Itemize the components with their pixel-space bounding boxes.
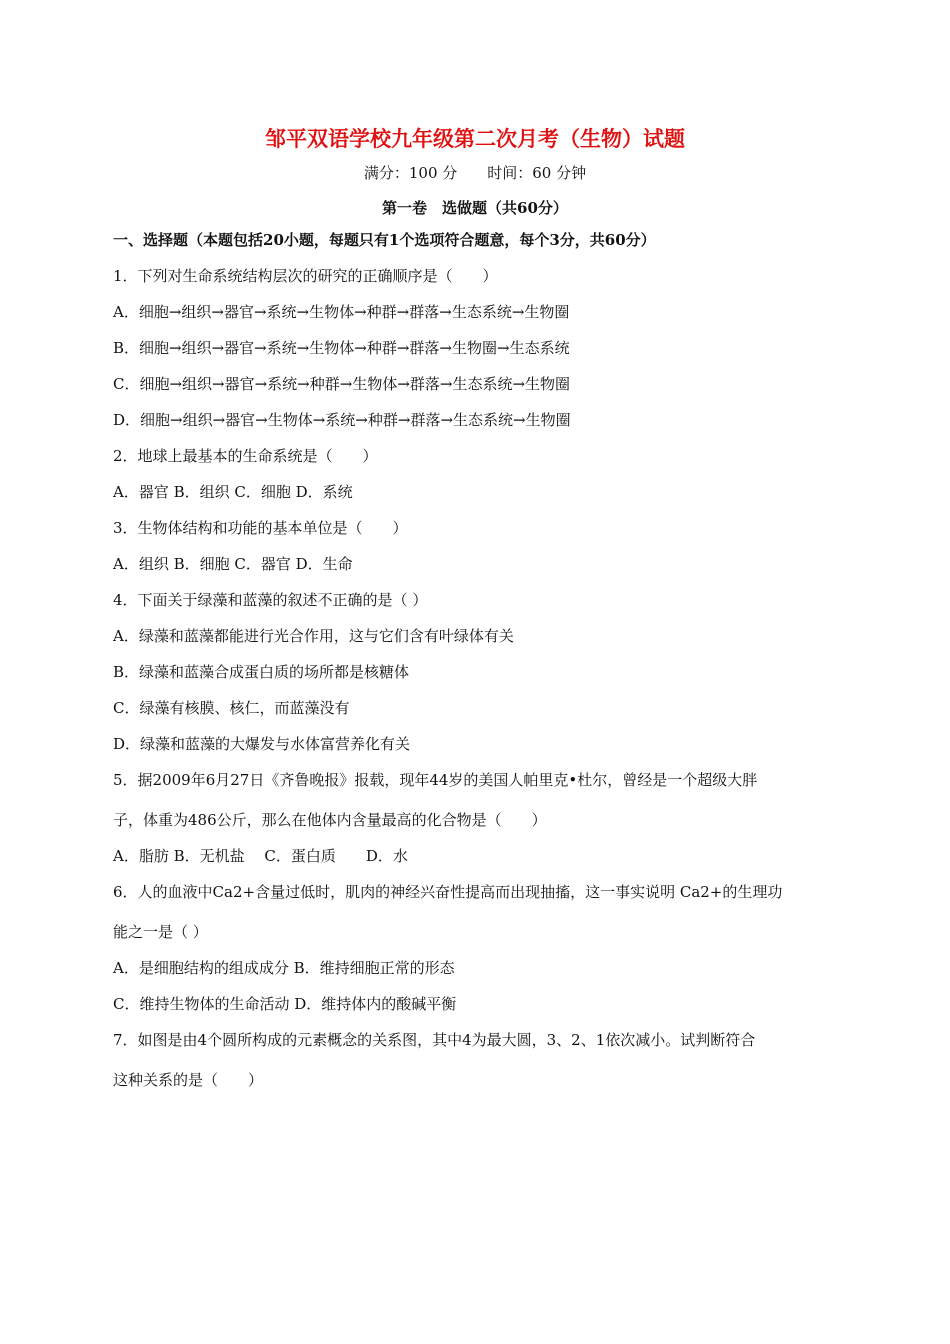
option: B．绿藻和蓝藻合成蛋白质的场所都是核糖体 bbox=[113, 663, 410, 681]
option: A．绿藻和蓝藻都能进行光合作用，这与它们含有叶绿体有关 bbox=[113, 627, 514, 645]
option: C．维持生物体的生命活动 D．维持体内的酸碱平衡 bbox=[113, 995, 457, 1013]
option: A．器官 B．组织 C．细胞 D．系统 bbox=[113, 483, 353, 501]
option: D．绿藻和蓝藻的大爆发与水体富营养化有关 bbox=[113, 735, 411, 753]
exam-info: 满分：100 分 时间：60 分钟 bbox=[363, 164, 587, 182]
option: C．绿藻有核膜、核仁，而蓝藻没有 bbox=[113, 699, 350, 717]
option: B．细胞→组织→器官→系统→生物体→种群→群落→生物圈→生态系统 bbox=[113, 339, 570, 357]
option: A．组织 B．细胞 C．器官 D．生命 bbox=[113, 555, 353, 573]
question-stem-continued: 子，体重为486公斤，那么在他体内含量最高的化合物是（ ） bbox=[113, 811, 547, 829]
question-stem: 5．据2009年6月27日《齐鲁晚报》报载，现年44岁的美国人帕里克•杜尔，曾经是一个超级大胖 bbox=[113, 771, 758, 789]
question-stem-continued: 这种关系的是（ ） bbox=[113, 1071, 264, 1089]
option: D．细胞→组织→器官→生物体→系统→种群→群落→生态系统→生物圈 bbox=[113, 411, 571, 429]
question-stem: 6．人的血液中Ca2+含量过低时，肌肉的神经兴奋性提高而出现抽搐，这一事实说明 Ca2+的生理功 bbox=[113, 883, 783, 901]
question-stem-continued: 能之一是（ ） bbox=[113, 923, 208, 941]
option: C．细胞→组织→器官→系统→种群→生物体→群落→生态系统→生物圈 bbox=[113, 375, 571, 393]
question-stem: 1．下列对生命系统结构层次的研究的正确顺序是（ ） bbox=[113, 267, 498, 285]
question-stem: 7．如图是由4个圆所构成的元素概念的关系图，其中4为最大圆，3、2、1依次减小。试判断符合 bbox=[113, 1031, 756, 1049]
question-stem: 2．地球上最基本的生命系统是（ ） bbox=[113, 447, 378, 465]
option: A．脂肪 B．无机盐 C．蛋白质 D．水 bbox=[113, 847, 408, 865]
option: A．细胞→组织→器官→系统→生物体→种群→群落→生态系统→生物圈 bbox=[113, 303, 570, 321]
part-heading: 第一卷 选做题（共60分） bbox=[382, 199, 568, 217]
question-stem: 4．下面关于绿藻和蓝藻的叙述不正确的是（ ） bbox=[113, 591, 428, 609]
option: A．是细胞结构的组成成分 B．维持细胞正常的形态 bbox=[113, 959, 455, 977]
question-stem: 3．生物体结构和功能的基本单位是（ ） bbox=[113, 519, 408, 537]
page-title: 邹平双语学校九年级第二次月考（生物）试题 bbox=[265, 126, 685, 151]
section-heading: 一、选择题（本题包括20小题，每题只有1个选项符合题意，每个3分，共60分） bbox=[113, 231, 656, 249]
